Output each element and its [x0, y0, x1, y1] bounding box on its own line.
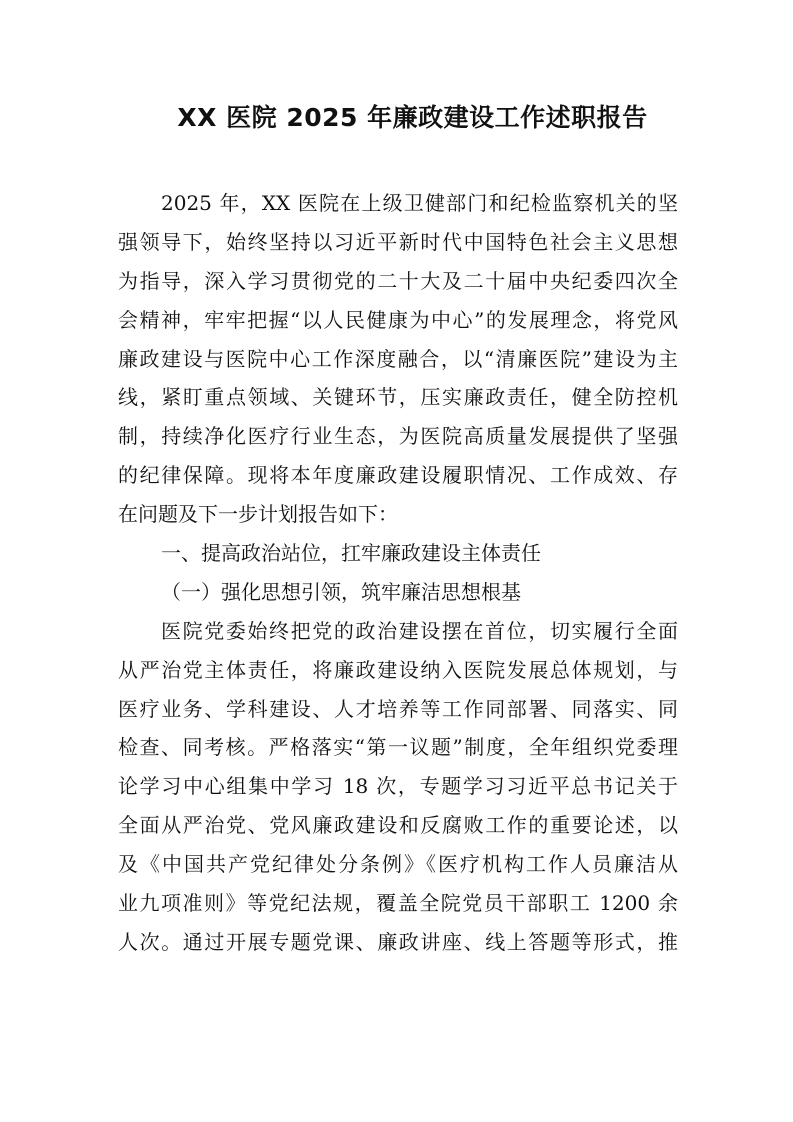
paragraph-line: 人次。通过开展专题党课、廉政讲座、线上答题等形式，推: [118, 929, 678, 954]
paragraph-line: 及《中国共产党纪律处分条例》《医疗机构工作人员廉洁从: [118, 852, 678, 877]
paragraph-line: 的纪律保障。现将本年度廉政建设履职情况、工作成效、存: [118, 463, 678, 488]
section-heading: 一、提高政治站位，扛牢廉政建设主体责任: [161, 541, 541, 566]
paragraph-line: 强领导下，始终坚持以习近平新时代中国特色社会主义思想: [118, 229, 678, 254]
paragraph-line: 线，紧盯重点领域、关键环节，压实廉政责任，健全防控机: [118, 385, 678, 410]
paragraph-line: 全面从严治党、党风廉政建设和反腐败工作的重要论述，以: [118, 813, 678, 838]
paragraph-line: 业九项准则》等党纪法规，覆盖全院党员干部职工 1200 余: [118, 891, 678, 916]
paragraph-line: 制，持续净化医疗行业生态，为医院高质量发展提供了坚强: [118, 424, 678, 449]
subsection-heading: （一）强化思想引领，筑牢廉洁思想根基: [161, 579, 521, 604]
paragraph-line: 论学习中心组集中学习 18 次，专题学习习近平总书记关于: [118, 774, 678, 799]
paragraph-line: 从严治党主体责任，将廉政建设纳入医院发展总体规划，与: [118, 657, 678, 682]
paragraph-line: 廉政建设与医院中心工作深度融合，以“清廉医院”建设为主: [118, 346, 678, 371]
paragraph-line: 在问题及下一步计划报告如下：: [118, 502, 398, 527]
paragraph-line: 会精神，牢牢把握“以人民健康为中心”的发展理念，将党风: [118, 307, 678, 332]
paragraph-line: 2025 年，XX 医院在上级卫健部门和纪检监察机关的坚: [161, 191, 678, 215]
paragraph-line: 医疗业务、学科建设、人才培养等工作同部署、同落实、同: [118, 696, 678, 721]
document-title: XX 医院 2025 年廉政建设工作述职报告: [177, 103, 648, 132]
paragraph-line: 医院党委始终把党的政治建设摆在首位，切实履行全面: [161, 618, 678, 643]
paragraph-line: 为指导，深入学习贯彻党的二十大及二十届中央纪委四次全: [118, 268, 678, 293]
paragraph-line: 检查、同考核。严格落实“第一议题”制度，全年组织党委理: [118, 735, 678, 760]
document-body: [118, 184, 678, 962]
